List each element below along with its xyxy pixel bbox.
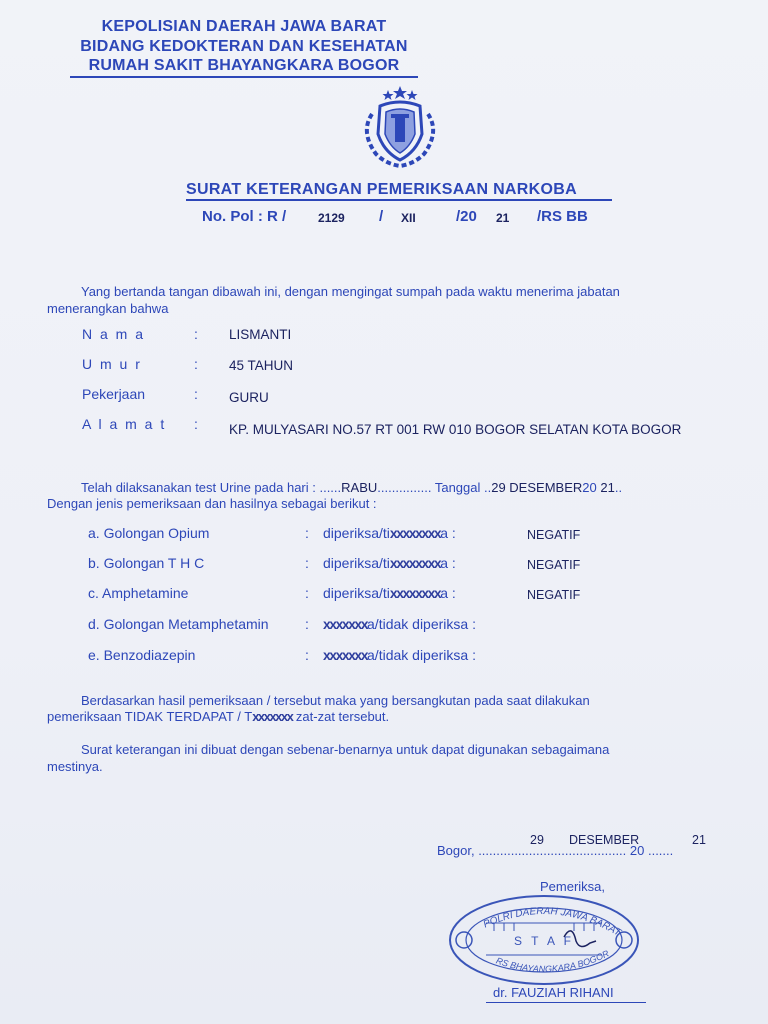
test-option-amphetamine <box>323 585 456 601</box>
identity-value-address: KP. MULYASARI NO.57 RT 001 RW 010 BOGOR SELATAN KOTA BOGOR <box>229 422 682 437</box>
sign-year: 21 <box>692 833 706 847</box>
test-intro-line: Dengan jenis pemeriksaan dan hasilnya sebagai berikut : <box>47 496 377 511</box>
sign-month: DESEMBER <box>569 833 640 847</box>
test-option-text: diperiksa/ti <box>323 585 390 601</box>
strikeout-mark: xxxxxxx <box>252 709 293 724</box>
strikeout-mark: xxxxxxxx <box>389 585 441 601</box>
identity-label-age: U m u r <box>82 356 142 372</box>
number-sep-2: /20 <box>456 208 477 225</box>
test-label-thc: b. Golongan T H C <box>88 555 205 571</box>
test-day: RABU <box>341 480 378 495</box>
test-option-benzodiazepin <box>323 647 476 663</box>
conclusion-line-1: Berdasarkan hasil pemeriksaan / tersebut maka yang bersangkutan pada saat dilakukan <box>81 693 590 708</box>
test-date-mid: ............... Tanggal .. <box>377 480 492 495</box>
test-colon: : <box>305 647 309 663</box>
intro-line-2: menerangkan bahwa <box>47 301 169 316</box>
header-line-2: BIDANG KEDOKTERAN DAN KESEHATAN <box>80 38 408 55</box>
official-stamp <box>446 893 642 987</box>
test-date: 29 DESEMBER <box>491 480 583 495</box>
document-title: SURAT KETERANGAN PEMERIKSAAN NARKOBA <box>186 181 577 198</box>
identity-label-name: N a m a <box>82 326 146 342</box>
identity-value-name: LISMANTI <box>229 327 292 342</box>
number-sep-1: / <box>379 208 384 225</box>
test-option-text: diperiksa/ti <box>323 555 390 571</box>
sign-role: Pemeriksa, <box>540 879 606 894</box>
identity-colon: : <box>194 326 198 342</box>
header-underline <box>70 76 418 78</box>
identity-label-job: Pekerjaan <box>82 386 146 402</box>
intro-line-1: Yang bertanda tangan dibawah ini, dengan mengingat sumpah pada waktu menerima jabatan <box>81 284 620 299</box>
identity-colon: : <box>194 416 198 432</box>
closing-line-2: mestinya. <box>47 759 103 774</box>
test-option-opium <box>323 525 456 541</box>
test-date-century: 20 <box>582 480 597 495</box>
test-option-text: a : <box>440 555 456 571</box>
test-colon: : <box>305 585 309 601</box>
identity-value-job: GURU <box>229 390 269 405</box>
doctor-underline <box>486 1002 646 1003</box>
identity-label-address: A l a m a t <box>82 416 167 432</box>
conclusion-text: zat-zat tersebut. <box>292 709 390 724</box>
police-emblem-icon <box>350 84 450 170</box>
identity-value-age: 45 TAHUN <box>229 358 294 373</box>
test-option-text: a/tidak diperiksa : <box>367 647 476 663</box>
number-prefix: No. Pol : R / <box>202 208 287 225</box>
test-date-prefix: Telah dilaksanakan test Urine pada hari : ...... <box>81 480 342 495</box>
stamp-bottom-text: RS BHAYANGKARA BOGOR <box>494 948 611 975</box>
header-line-3: RUMAH SAKIT BHAYANGKARA BOGOR <box>88 57 400 74</box>
doctor-name: dr. FAUZIAH RIHANI <box>493 985 614 1000</box>
test-result-opium: NEGATIF <box>527 528 581 542</box>
stamp-center-text: S T A F <box>514 934 574 948</box>
test-colon: : <box>305 616 309 632</box>
test-option-text: a : <box>440 585 456 601</box>
strikeout-mark: xxxxxxxx <box>389 555 441 571</box>
test-option-thc <box>323 555 456 571</box>
closing-line-1: Surat keterangan ini dibuat dengan sebenar-benarnya untuk dapat digunakan sebagaimana <box>81 742 610 757</box>
number-suffix: /RS BB <box>537 208 588 225</box>
test-result-amphetamine: NEGATIF <box>527 588 581 602</box>
test-date-end: .. <box>614 480 623 495</box>
test-colon: : <box>305 525 309 541</box>
sign-place-line: Bogor, ......................................... 20 ....... <box>437 843 674 858</box>
number-value: 2129 <box>318 211 345 225</box>
title-underline <box>186 199 612 201</box>
test-label-opium: a. Golongan Opium <box>88 525 210 541</box>
number-month: XII <box>401 211 416 225</box>
test-label-benzodiazepin: e. Benzodiazepin <box>88 647 196 663</box>
stamp-top-text: POLRI DAERAH JAWA BARAT <box>481 905 623 939</box>
test-option-text: diperiksa/ti <box>323 525 390 541</box>
conclusion-text: pemeriksaan TIDAK TERDAPAT / T <box>47 709 253 724</box>
test-colon: : <box>305 555 309 571</box>
test-date-line <box>81 479 622 496</box>
test-option-text: a : <box>440 525 456 541</box>
test-label-metamphetamin: d. Golongan Metamphetamin <box>88 616 269 632</box>
identity-colon: : <box>194 386 198 402</box>
stamp-emblem-left-icon <box>456 932 472 948</box>
test-option-metamphetamin <box>323 616 476 632</box>
test-result-thc: NEGATIF <box>527 558 581 572</box>
strikeout-mark: xxxxxxxx <box>389 525 441 541</box>
strikeout-mark: xxxxxxx <box>323 616 368 632</box>
strikeout-mark: xxxxxxx <box>323 647 368 663</box>
sign-day: 29 <box>530 833 544 847</box>
conclusion-line-2 <box>47 708 389 725</box>
header-line-1: KEPOLISIAN DAERAH JAWA BARAT <box>101 18 387 35</box>
number-year: 21 <box>496 211 510 225</box>
test-option-text: a/tidak diperiksa : <box>367 616 476 632</box>
test-year: 21 <box>600 480 615 495</box>
identity-colon: : <box>194 356 198 372</box>
test-label-amphetamine: c. Amphetamine <box>88 585 189 601</box>
stamp-emblem-right-icon <box>616 932 632 948</box>
